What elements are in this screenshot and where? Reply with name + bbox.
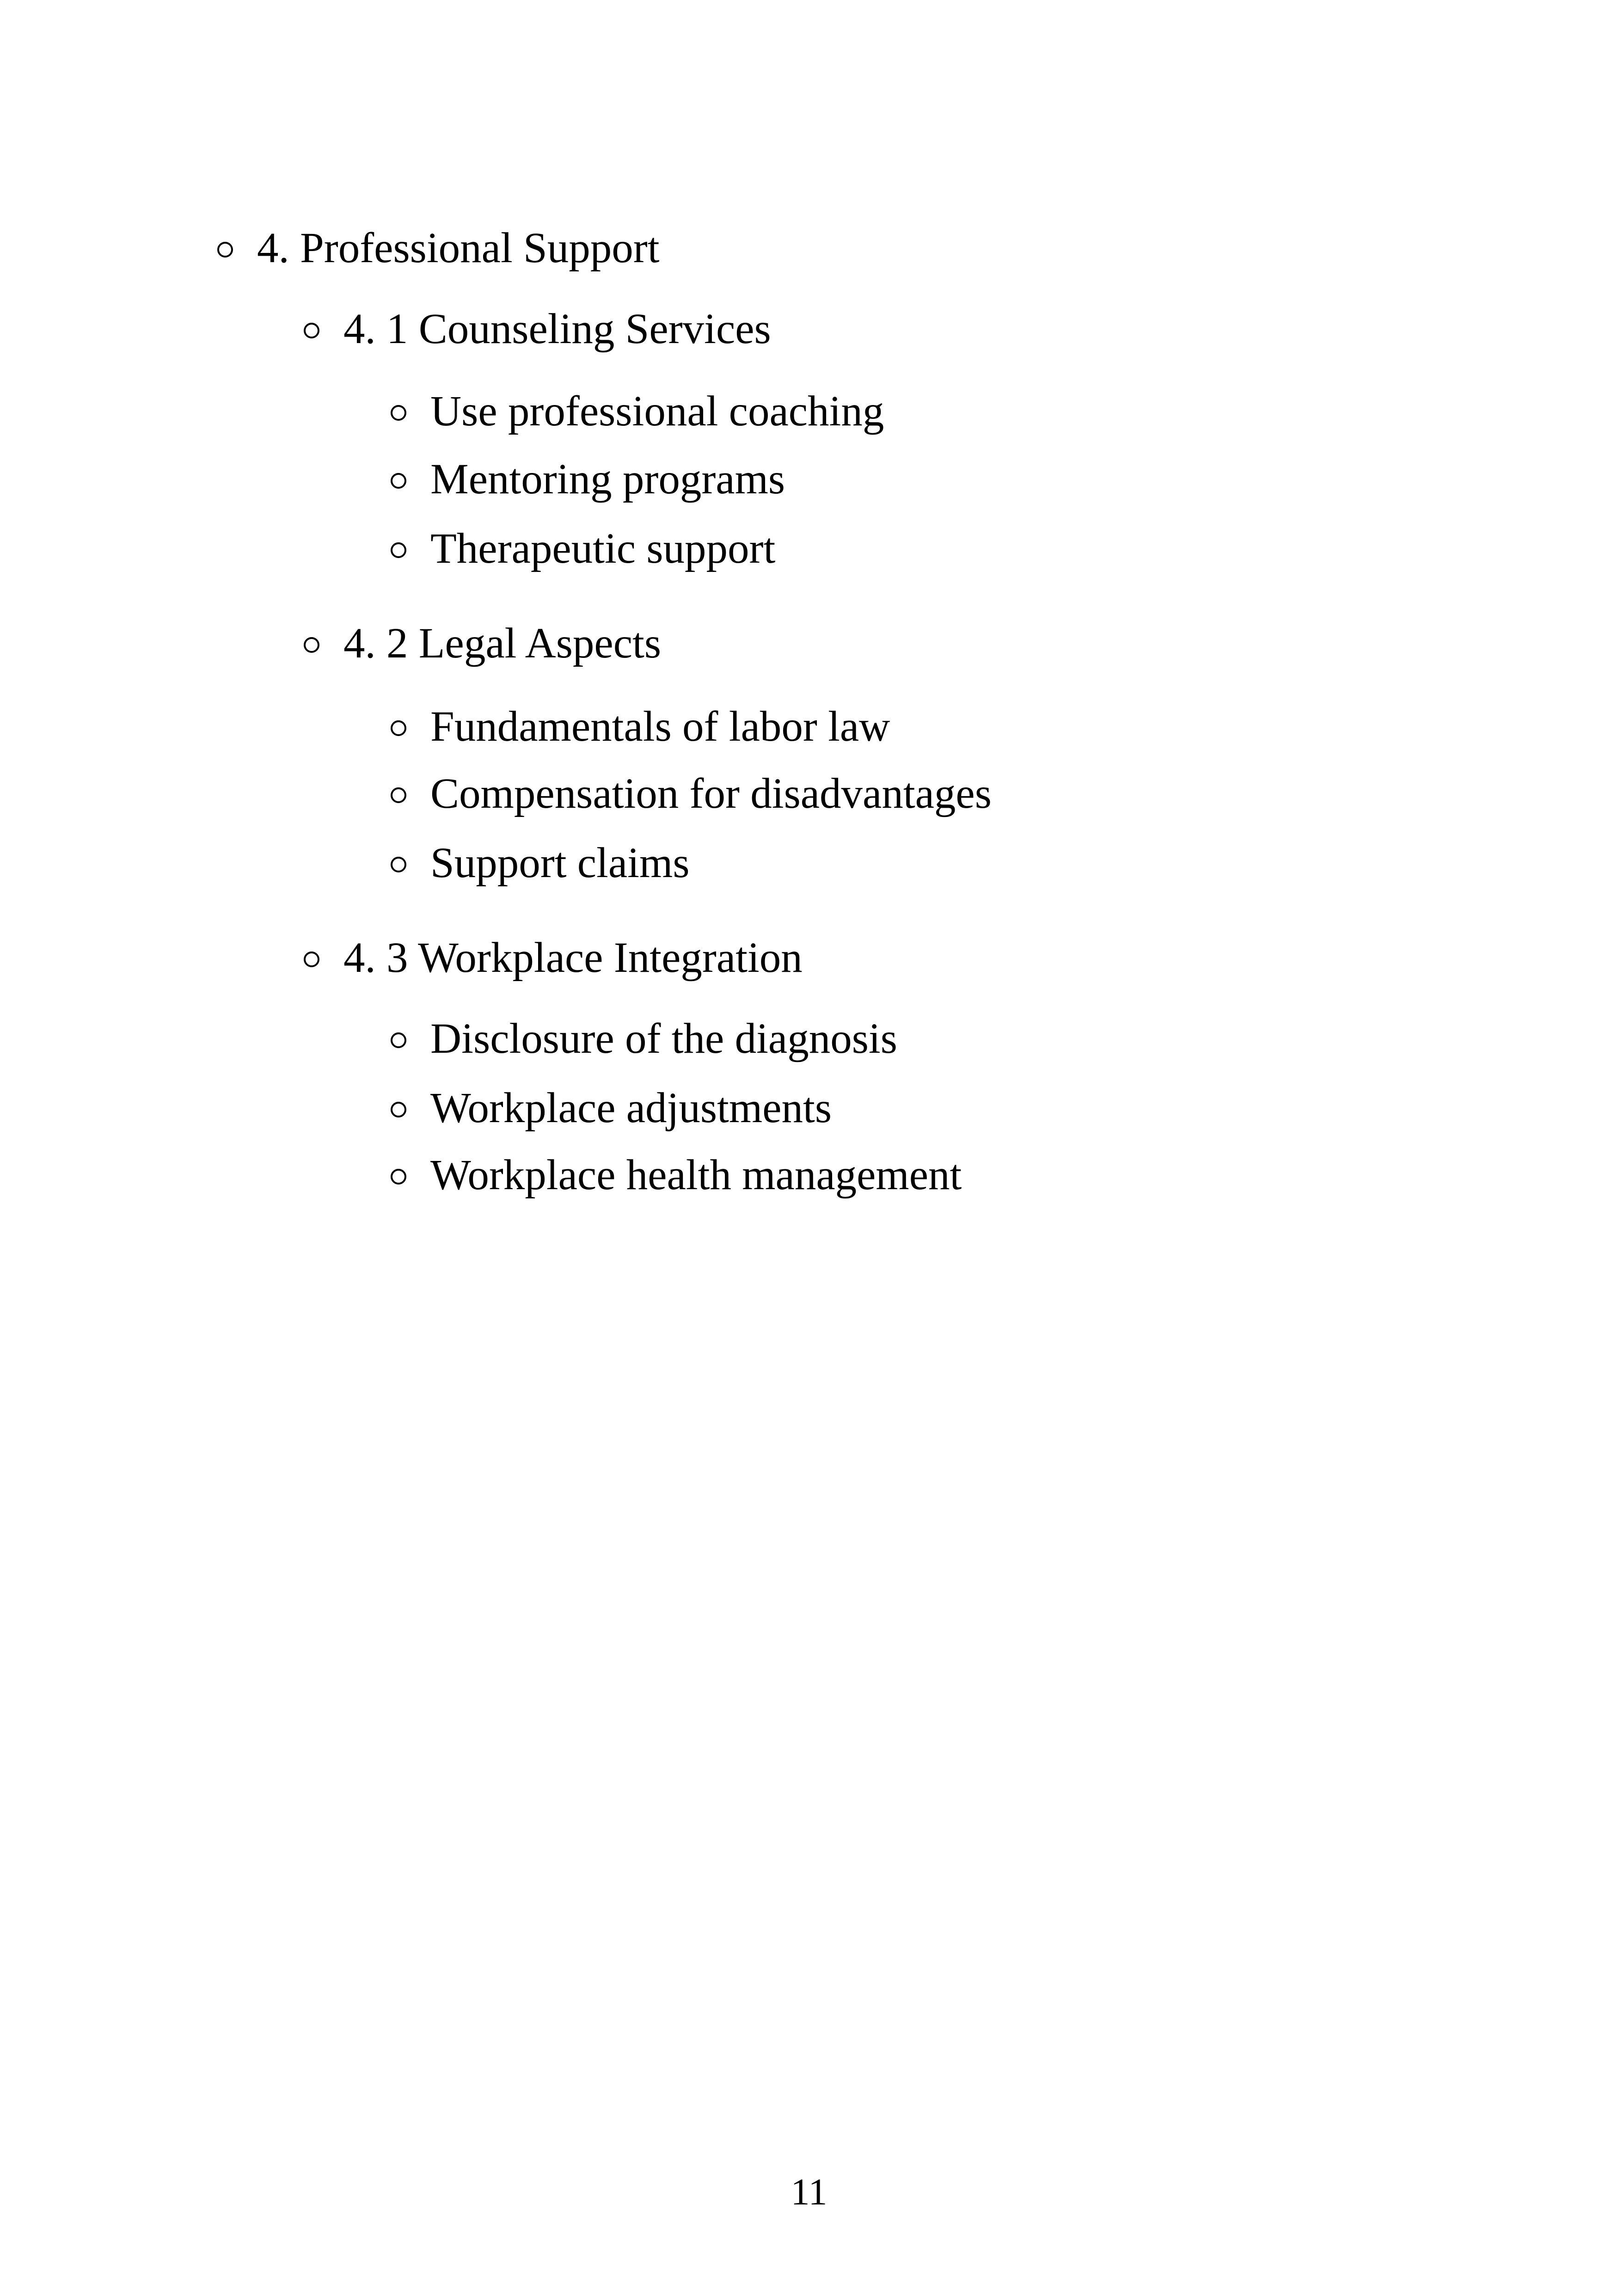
outline-subsection (304, 622, 661, 665)
subsection-heading: 4. 1 Counseling Services (343, 305, 771, 353)
outline-item-text: Mentoring programs (430, 455, 785, 503)
outline-item (391, 772, 992, 815)
page-number: 11 (791, 2171, 827, 2213)
outline-item-text: Use professional coaching (430, 387, 884, 435)
hollow-circle-bullet-icon (304, 323, 319, 338)
outline-item-text: Therapeutic support (430, 525, 776, 572)
outline-item-text: Disclosure of the diagnosis (430, 1015, 897, 1062)
hollow-circle-bullet-icon (304, 637, 319, 653)
hollow-circle-bullet-icon (391, 720, 406, 736)
hollow-circle-bullet-icon (391, 473, 406, 489)
hollow-circle-bullet-icon (391, 542, 406, 558)
hollow-circle-bullet-icon (217, 242, 233, 258)
outline-item (391, 527, 775, 570)
outline-item (391, 1151, 962, 1199)
outline-subsection (304, 934, 803, 982)
outline-section (217, 224, 660, 272)
outline-item (391, 839, 690, 887)
hollow-circle-bullet-icon (391, 405, 406, 421)
hollow-circle-bullet-icon (391, 787, 406, 803)
outline-subsection (304, 305, 771, 353)
hollow-circle-bullet-icon (391, 1032, 406, 1048)
outline-item (391, 455, 785, 503)
outline-item (391, 387, 884, 435)
outline-item (391, 705, 890, 748)
outline-item-text: Fundamentals of labor law (430, 703, 890, 750)
section-heading: 4. Professional Support (257, 224, 660, 272)
outline-item-text: Support claims (430, 839, 690, 887)
hollow-circle-bullet-icon (304, 952, 319, 967)
hollow-circle-bullet-icon (391, 1169, 406, 1185)
outline-item (391, 1017, 897, 1060)
outline-item-text: Workplace health management (430, 1151, 962, 1199)
outline-item-text: Workplace adjustments (430, 1084, 832, 1132)
subsection-heading: 4. 3 Workplace Integration (343, 934, 803, 982)
subsection-heading: 4. 2 Legal Aspects (343, 620, 662, 667)
outline-item-text: Compensation for disadvantages (430, 770, 992, 817)
outline-item (391, 1084, 832, 1132)
hollow-circle-bullet-icon (391, 1102, 406, 1117)
hollow-circle-bullet-icon (391, 857, 406, 872)
